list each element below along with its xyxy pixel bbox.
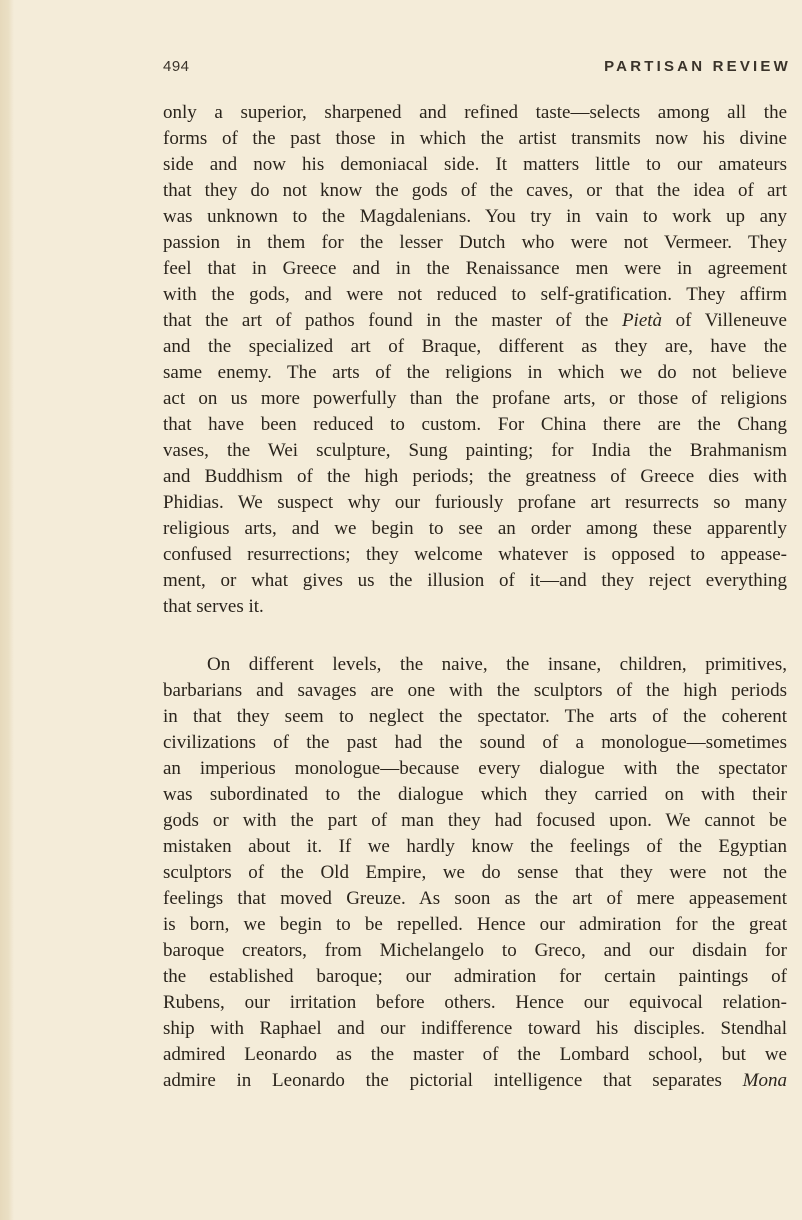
text-line: was subordinated to the dialogue which they carried on with their	[163, 784, 787, 805]
text-line: side and now his demoniacal side. It matters little to our amateurs	[163, 154, 787, 175]
text-line: gods or with the part of man they had focused upon. We cannot be	[163, 810, 787, 831]
paragraph-1	[163, 100, 787, 620]
text-line: same enemy. The arts of the religions in which we do not believe	[163, 362, 787, 383]
page-gutter-shadow	[0, 0, 14, 1220]
text-line: that the art of pathos found in the master of the Pietà of Villeneuve	[163, 310, 787, 331]
text-line: passion in them for the lesser Dutch who were not Vermeer. They	[163, 232, 787, 253]
text-line: with the gods, and were not reduced to self-gratification. They affirm	[163, 284, 787, 305]
text-line: ship with Raphael and our indifference toward his disciples. Stendhal	[163, 1018, 787, 1039]
text-line: that they do not know the gods of the caves, or that the idea of art	[163, 180, 787, 201]
text-line: in that they seem to neglect the spectator. The arts of the coherent	[163, 706, 787, 727]
text-line: act on us more powerfully than the profane arts, or those of religions	[163, 388, 787, 409]
text-line: barbarians and savages are one with the sculptors of the high periods	[163, 680, 787, 701]
text-line: On different levels, the naive, the insane, children, primitives,	[207, 654, 787, 675]
italic-title-pieta: Pietà	[621, 310, 663, 331]
text-line: only a superior, sharpened and refined taste—selects among all the	[163, 102, 787, 123]
text-line: an imperious monologue—because every dialogue with the spectator	[163, 758, 787, 779]
text-line: that have been reduced to custom. For China there are the Chang	[163, 414, 787, 435]
text-line: forms of the past those in which the artist transmits now his divine	[163, 128, 787, 149]
text-line: Rubens, our irritation before others. Hence our equivocal relation-	[163, 992, 787, 1013]
page-header	[163, 58, 791, 80]
text-line: sculptors of the Old Empire, we do sense that they were not the	[163, 862, 787, 883]
text-line: vases, the Wei sculpture, Sung painting; for India the Brahmanism	[163, 440, 787, 461]
text-line: civilizations of the past had the sound of a monologue—sometimes	[163, 732, 787, 753]
text-line: that serves it.	[163, 596, 264, 617]
text-line: Phidias. We suspect why our furiously profane art resurrects so many	[163, 492, 787, 513]
text-line: ment, or what gives us the illusion of it—and they reject everything	[163, 570, 787, 591]
text-line: feel that in Greece and in the Renaissance men were in agreement	[163, 258, 787, 279]
italic-title-mona: Mona	[742, 1070, 787, 1091]
text-line: admire in Leonardo the pictorial intelligence that separates Mona	[163, 1070, 787, 1091]
text-line: and the specialized art of Braque, different as they are, have the	[163, 336, 787, 357]
text-line: mistaken about it. If we hardly know the feelings of the Egyptian	[163, 836, 787, 857]
text-line: confused resurrections; they welcome whatever is opposed to appease-	[163, 544, 787, 565]
text-line: is born, we begin to be repelled. Hence our admiration for the great	[163, 914, 787, 935]
paragraph-2	[163, 652, 787, 1094]
text-line: baroque creators, from Michelangelo to Greco, and our disdain for	[163, 940, 787, 961]
text-line: and Buddhism of the high periods; the greatness of Greece dies with	[163, 466, 787, 487]
running-head: PARTISAN REVIEW	[604, 58, 791, 75]
text-line: feelings that moved Greuze. As soon as the art of mere appeasement	[163, 888, 787, 909]
text-line: was unknown to the Magdalenians. You try in vain to work up any	[163, 206, 787, 227]
text-line: admired Leonardo as the master of the Lombard school, but we	[163, 1044, 787, 1065]
text-line: the established baroque; our admiration for certain paintings of	[163, 966, 787, 987]
page-number: 494	[163, 58, 190, 75]
text-line: religious arts, and we begin to see an order among these apparently	[163, 518, 787, 539]
